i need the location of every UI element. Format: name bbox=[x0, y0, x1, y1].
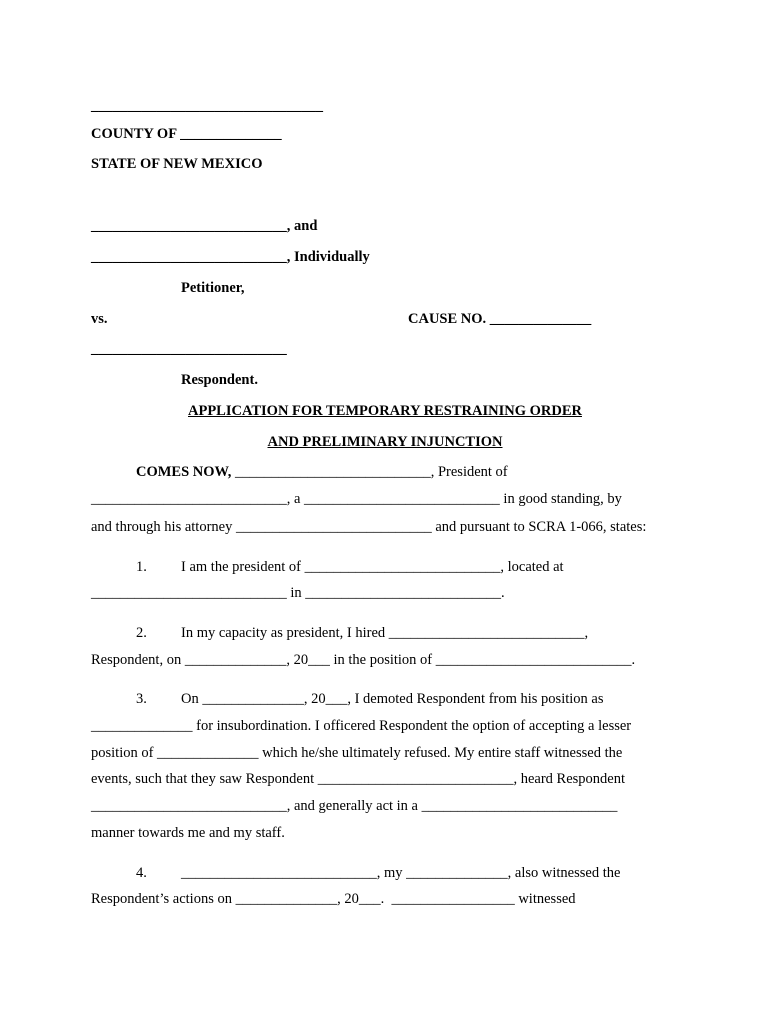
paragraph-3-line-3: position of ______________ which he/she ultimately refused. My entire staff witnessed the bbox=[91, 745, 623, 761]
county-line: COUNTY OF ______________ bbox=[91, 126, 282, 142]
paragraph-4-line-1: ___________________________, my ______________, also witnessed the bbox=[181, 865, 621, 881]
paragraph-1-line-2: ___________________________ in ___________________________. bbox=[91, 585, 505, 601]
intro-line-1-rest: ___________________________, President of bbox=[231, 464, 508, 480]
intro-line-2: ___________________________, a ___________________________ in good standing, by bbox=[91, 491, 622, 507]
document-title-line-2: AND PRELIMINARY INJUNCTION bbox=[267, 434, 503, 450]
paragraph-3-line-6: manner towards me and my staff. bbox=[91, 825, 285, 841]
petitioner-line-1: ___________________________, and bbox=[91, 218, 318, 234]
paragraph-2-number: 2. bbox=[136, 625, 147, 641]
court-name-blank: ________________________________ bbox=[91, 98, 323, 114]
paragraph-4-number: 4. bbox=[136, 865, 147, 881]
paragraph-3-line-4: events, such that they saw Respondent ___________________________, heard Respondent bbox=[91, 771, 626, 787]
petitioner-label: Petitioner, bbox=[181, 280, 245, 296]
respondent-line: ___________________________ bbox=[91, 341, 287, 357]
petitioner-line-2: ___________________________, Individually bbox=[91, 249, 370, 265]
paragraph-4-line-2: Respondent’s actions on ______________, 20___. _________________ witnessed bbox=[91, 891, 576, 907]
intro-line-3: and through his attorney ___________________________ and pursuant to SCRA 1-066, states: bbox=[91, 519, 647, 535]
paragraph-1-line-1: I am the president of ___________________________, located at bbox=[181, 559, 564, 575]
document-title-line-1: APPLICATION FOR TEMPORARY RESTRAINING ORDER bbox=[188, 403, 582, 419]
paragraph-2-line-1: In my capacity as president, I hired ___________________________, bbox=[181, 625, 589, 641]
paragraph-2-line-2: Respondent, on ______________, 20___ in the position of ___________________________. bbox=[91, 652, 636, 668]
paragraph-3-line-5: ___________________________, and generally act in a ___________________________ bbox=[91, 798, 618, 814]
comes-now-label: COMES NOW, bbox=[136, 464, 232, 480]
respondent-label: Respondent. bbox=[181, 372, 258, 388]
cause-number: CAUSE NO. ______________ bbox=[408, 311, 592, 327]
paragraph-3-line-2: ______________ for insubordination. I officered Respondent the option of accepting a lesser bbox=[91, 718, 632, 734]
paragraph-3-number: 3. bbox=[136, 691, 147, 707]
intro-line-1 bbox=[136, 463, 508, 481]
paragraph-3-line-1: On ______________, 20___, I demoted Respondent from his position as bbox=[181, 691, 604, 707]
versus-label: vs. bbox=[91, 311, 108, 327]
state-line: STATE OF NEW MEXICO bbox=[91, 156, 263, 172]
paragraph-1-number: 1. bbox=[136, 559, 147, 575]
